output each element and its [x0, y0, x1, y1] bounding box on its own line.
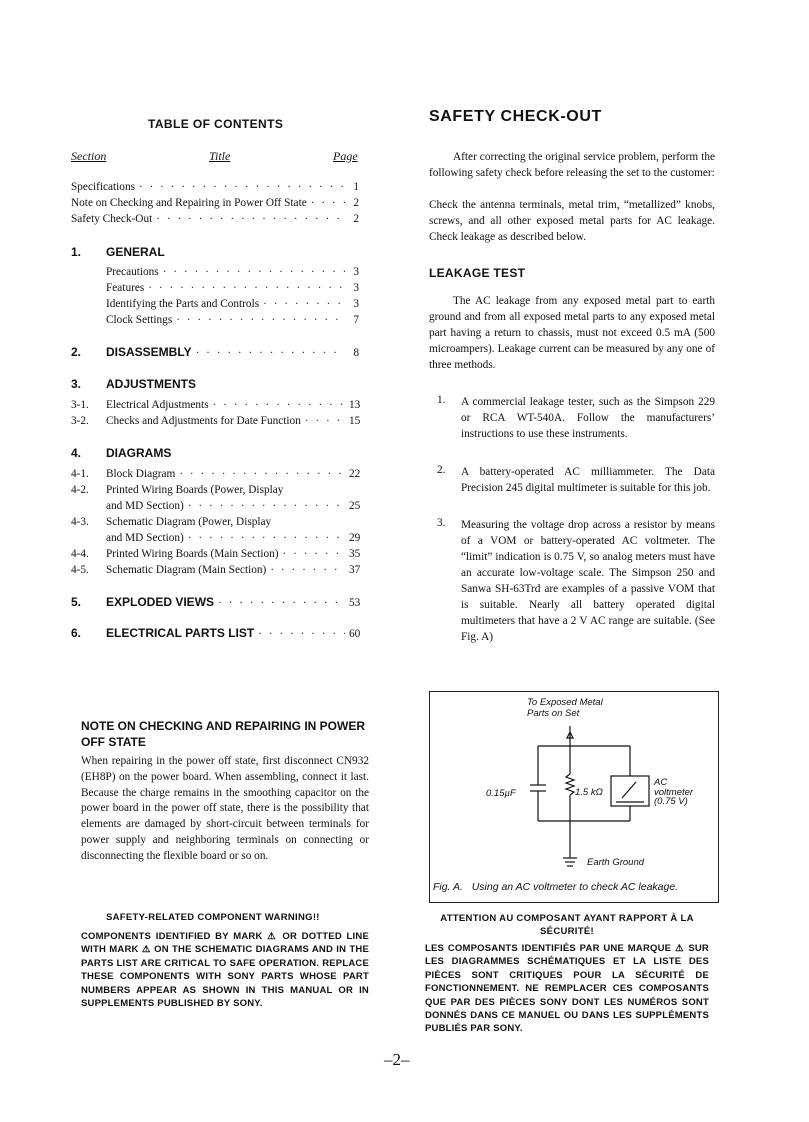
toc-col-section: Section [71, 149, 107, 163]
toc-title: TABLE OF CONTENTS [148, 117, 284, 131]
capacitor-label: 0.15µF [486, 788, 516, 799]
toc-col-page: Page [333, 149, 358, 163]
note-body: When repairing in the power off state, first disconnect CN932 (EH8P) on the power board. When assembling, connect it last. Because the charge remains in the smoothing capacitor on the power board in the power off state, there is the possibility that elements are damaged by short-circuit between terminals for power supply and neighboring terminals on connecting or disconnecting the flexible board or so on. [81, 755, 369, 862]
section-number: 2. [71, 345, 82, 359]
method-number: 2. [437, 464, 446, 476]
toc-entry[interactable]: Features · · · 3 [106, 282, 359, 294]
toc-entry[interactable]: and MD Section) · · · 25 [106, 500, 359, 512]
page-number: –2– [384, 1050, 410, 1069]
toc-entry-parts-list[interactable]: ELECTRICAL PARTS LIST · · · 60 [106, 626, 359, 640]
safety-intro: After correcting the original service problem, perform the following safety check before releasing the set to the customer: [429, 151, 715, 179]
toc-entry[interactable]: Identifying the Parts and Controls · · · 3 [106, 298, 359, 310]
method-number: 3. [437, 517, 446, 529]
section-heading-adjustments: ADJUSTMENTS [106, 377, 197, 391]
section-number: 6. [71, 626, 82, 640]
safety-title: SAFETY CHECK-OUT [429, 108, 602, 125]
ground-label: Earth Ground [587, 857, 645, 868]
figure-a [429, 691, 719, 903]
section-number: 5. [71, 595, 82, 609]
method-text: A battery-operated AC milliammeter. The Data Precision 245 digital multimeter is suitable for this job. [461, 466, 715, 494]
toc-entry[interactable]: Precautions · · · 3 [106, 266, 359, 278]
subsection-number: 4-2. [71, 484, 89, 496]
warning-fr-title: ATTENTION AU COMPOSANT AYANT RAPPORT À LA SÉCURITÉ! [440, 913, 694, 938]
toc-entry-disassembly[interactable]: DISASSEMBLY · · · 8 [106, 345, 359, 359]
figure-top-label: To Exposed Metal Parts on Set [527, 697, 603, 719]
warning-fr-body: LES COMPOSANTS IDENTIFIÉS PAR UNE MARQUE ⚠ SUR LES DIAGRAMMES SCHÉMATIQUES ET LA LISTE DES PIÈCES SONT CRITIQUES POUR LA SÉCURITÉ DE FONCTIONNEMENT. NE REMPLACER CES COMPOSANTS QUE PAR DES PIÈCES SONY DONT LES NUMÉROS SONT DONNÉS DANS CE MANUEL OU DANS LES SUPPLÉMENTS PUBLIÉS PAR SONY. [425, 943, 709, 1035]
warning-en-body: COMPONENTS IDENTIFIED BY MARK ⚠ OR DOTTED LINE WITH MARK ⚠ ON THE SCHEMATIC DIAGRAMS AND IN THE PARTS LIST ARE CRITICAL TO SAFE OPERATION. REPLACE THESE COMPONENTS WITH SONY PARTS WHOSE PART NUMBERS APPEAR AS SHOWN IN THIS MANUAL OR IN SUPPLEMENTS PUBLISHED BY SONY. [81, 931, 369, 1010]
leakage-test-title: LEAKAGE TEST [429, 266, 526, 280]
note-title: NOTE ON CHECKING AND REPAIRING IN POWER OFF STATE [81, 719, 366, 749]
subsection-number: 4-1. [71, 468, 89, 480]
toc-entry[interactable]: Printed Wiring Boards (Main Section) · · · 35 [106, 548, 359, 560]
resistor-label: 1.5 kΩ [575, 787, 603, 798]
method-number: 1. [437, 394, 446, 406]
leakage-body: The AC leakage from any exposed metal part to earth ground and from all exposed metal parts to any exposed metal part having a return to chassis, must not exceed 0.5 mA (500 microampers). Leakage current can be measured by any one of three methods. [429, 295, 715, 371]
subsection-number: 4-5. [71, 564, 89, 576]
subsection-number: 4-4. [71, 548, 89, 560]
meter-label: AC voltmeter (0.75 V) [654, 777, 694, 807]
toc-entry-label[interactable]: Schematic Diagram (Power, Display [106, 516, 272, 528]
figure-caption: Fig. A. Using an AC voltmeter to check AC leakage. [433, 881, 679, 893]
method-text: A commercial leakage tester, such as the Simpson 229 or RCA WT-540A. Follow the manufacturers’ instructions to use these instruments. [461, 396, 715, 440]
toc-entry[interactable]: Safety Check-Out · · · 2 [71, 213, 359, 225]
toc-entry[interactable]: Note on Checking and Repairing in Power Off State · · · 2 [71, 197, 359, 209]
safety-intro-2: Check the antenna terminals, metal trim, “metallized” knobs, screws, and all other exposed metal parts for AC leakage. Check leakage as described below. [429, 199, 715, 243]
toc-entry-exploded-views[interactable]: EXPLODED VIEWS · · · 53 [106, 595, 359, 609]
toc-entry[interactable]: Schematic Diagram (Main Section) · · · 37 [106, 564, 359, 576]
method-text: Measuring the voltage drop across a resistor by means of a VOM or battery-operated AC voltmeter. The “limit” indication is 0.75 V, so analog meters must have an accurate low-voltage scale. The Simpson 250 and Sanwa SH-63Trd are examples of a passive VOM that is suitable. Nearly all battery operated digital multimeters that have a 2 V AC range are suitable. (See Fig. A) [461, 519, 715, 643]
toc-entry[interactable]: Block Diagram · · · 22 [106, 468, 359, 480]
toc-col-title: Title [209, 149, 231, 163]
subsection-number: 4-3. [71, 516, 89, 528]
subsection-number: 3-2. [71, 415, 89, 427]
section-heading-diagrams: DIAGRAMS [106, 446, 172, 460]
toc-entry[interactable]: Clock Settings · · · 7 [106, 314, 359, 326]
toc-entry-label[interactable]: Printed Wiring Boards (Power, Display [106, 484, 284, 496]
toc-entry[interactable]: Electrical Adjustments · · · 13 [106, 399, 359, 411]
toc-entry[interactable]: and MD Section) · · · 29 [106, 532, 359, 544]
toc-entry[interactable]: Specifications · · · 1 [71, 181, 359, 193]
subsection-number: 3-1. [71, 399, 89, 411]
toc-entry[interactable]: Checks and Adjustments for Date Function · · · 15 [106, 415, 359, 427]
section-number: 3. [71, 377, 82, 391]
section-heading-general: GENERAL [106, 245, 165, 259]
warning-en-title: SAFETY-RELATED COMPONENT WARNING!! [106, 912, 320, 923]
section-number: 4. [71, 446, 82, 460]
section-number: 1. [71, 245, 82, 259]
